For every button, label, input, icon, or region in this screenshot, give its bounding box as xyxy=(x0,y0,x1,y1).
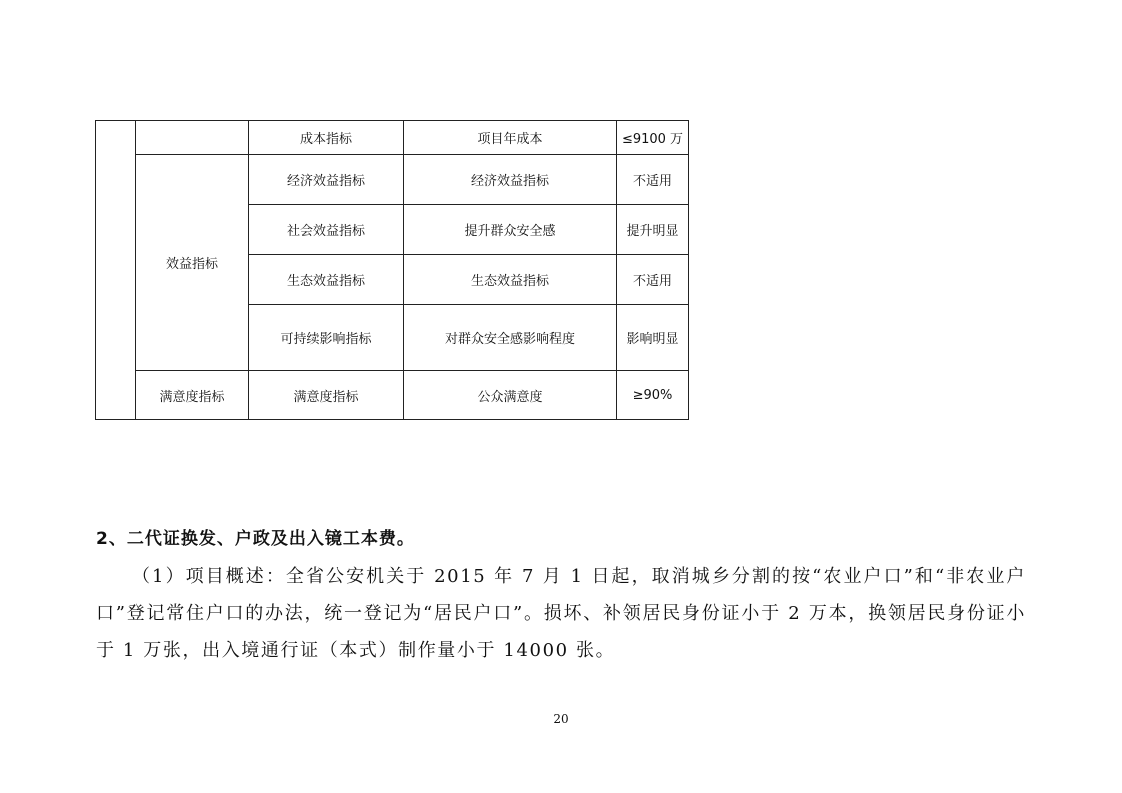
table-cell-value: 提升明显 xyxy=(617,205,689,255)
table-cell-subcategory: 社会效益指标 xyxy=(249,205,404,255)
table-cell-category: 满意度指标 xyxy=(136,371,249,420)
table-cell-indicator: 项目年成本 xyxy=(404,121,617,155)
table-cell-subcategory: 满意度指标 xyxy=(249,371,404,420)
table-cell-subcategory: 成本指标 xyxy=(249,121,404,155)
table-row xyxy=(96,121,689,155)
table-row xyxy=(96,155,689,205)
page-number: 20 xyxy=(553,712,569,726)
section-paragraph: （1）项目概述：全省公安机关于 2015 年 7 月 1 日起，取消城乡分割的按“农业户口”和“非农业户口”登记常住户口的办法，统一登记为“居民户口”。损坏、补领居民身份证小于 2 万本，换领居民身份证小于 1 万张，出入境通行证（本式）制作量小于 14000 张。 xyxy=(96,566,1026,661)
table-cell-subcategory: 生态效益指标 xyxy=(249,255,404,305)
table-cell-value: 影响明显 xyxy=(617,305,689,371)
table-cell-indicator: 生态效益指标 xyxy=(404,255,617,305)
section-heading: 2、二代证换发、户政及出入镜工本费。 xyxy=(96,529,415,549)
table-cell-category: 效益指标 xyxy=(136,155,249,371)
table-row xyxy=(96,371,689,420)
table-cell-left-blank xyxy=(96,121,136,420)
table-cell-category xyxy=(136,121,249,155)
table-cell-indicator: 提升群众安全感 xyxy=(404,205,617,255)
table-cell-value: 不适用 xyxy=(617,255,689,305)
table-cell-value: 不适用 xyxy=(617,155,689,205)
table-cell-subcategory: 经济效益指标 xyxy=(249,155,404,205)
table-cell-indicator: 经济效益指标 xyxy=(404,155,617,205)
table-cell-value: ≥90% xyxy=(617,371,689,420)
table-cell-value: ≤9100 万 xyxy=(617,121,689,155)
indicator-table xyxy=(95,120,689,420)
table-cell-subcategory: 可持续影响指标 xyxy=(249,305,404,371)
table-cell-indicator: 对群众安全感影响程度 xyxy=(404,305,617,371)
table-cell-indicator: 公众满意度 xyxy=(404,371,617,420)
